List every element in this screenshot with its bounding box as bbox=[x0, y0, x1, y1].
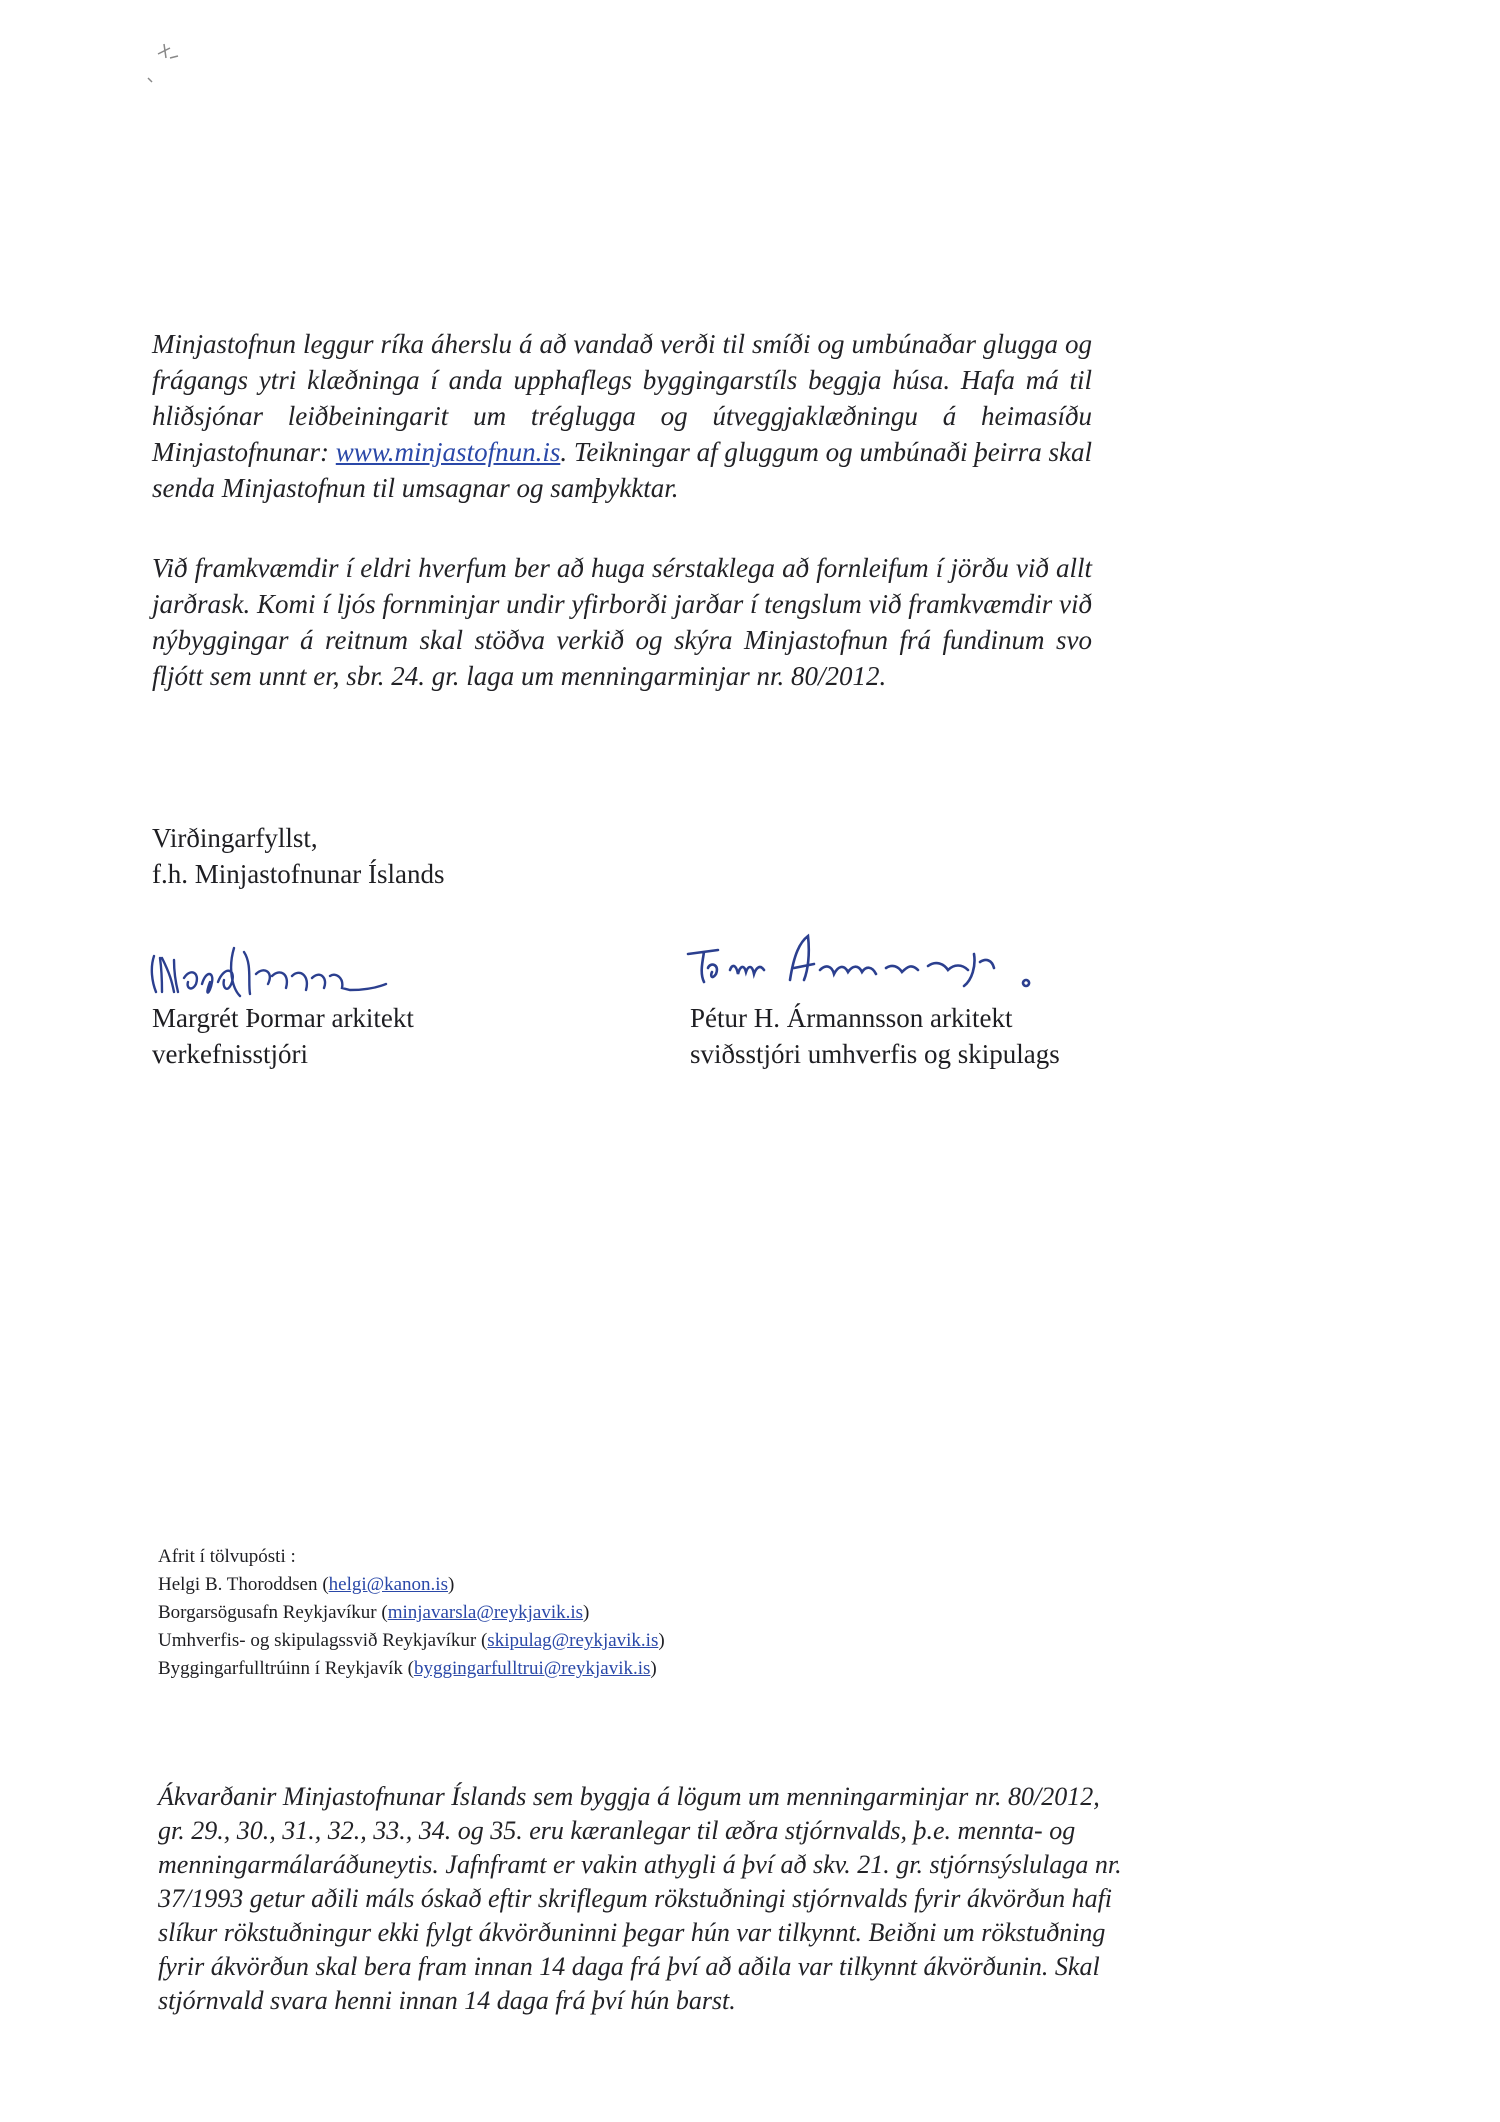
recipient-name: Borgarsögusafn Reykjavíkur bbox=[158, 1602, 377, 1623]
paragraph-archaeology bbox=[152, 550, 1092, 694]
signatory-left bbox=[152, 1000, 414, 1072]
email-copies-list bbox=[158, 1543, 665, 1683]
list-item: Borgarsögusafn Reykjavíkur (minjavarsla@reykjavik.is) bbox=[158, 1602, 590, 1623]
signatory-name: Pétur H. Ármannsson arkitekt bbox=[690, 1003, 1013, 1033]
signatory-right bbox=[690, 1000, 1060, 1072]
paragraph-2-text: Við framkvæmdir í eldri hverfum ber að huga sérstaklega að fornleifum í jörðu við allt jarðrask. Komi í ljós fornminjar undir yfirborði jarðar í tengslum við framkvæmdir við nýbyggingar á reitnum skal stöðva verkið og skýra Minjastofnun frá fundinum svo fljótt sem unnt er, sbr. 24. gr. laga um menningarminjar nr. 80/2012. bbox=[152, 553, 1092, 691]
handwritten-signature-petur bbox=[680, 924, 1140, 1004]
paragraph-1-text-a: Minjastofnun leggur ríka áherslu á að vandað verði til smíði og umbúnaðar glugga og frágangs ytri klæðninga í anda upphaflegs byggingarstíls beggja húsa. Hafa má til hliðsjónar leiðbeiningarit um tréglugga og útveggjaklæðningu á heimasíðu Minjastofnunar: bbox=[152, 329, 1092, 467]
recipient-name: Helgi B. Thoroddsen bbox=[158, 1574, 318, 1595]
paragraph-windows-cladding bbox=[152, 326, 1092, 506]
scan-mark-icon bbox=[140, 36, 200, 96]
minjastofnun-website-link[interactable]: www.minjastofnun.is bbox=[335, 437, 561, 467]
paragraph-1-text-b: . Teikningar af gluggum og umbúnaði þeirra skal senda Minjastofnun til umsagnar og samþykktar. bbox=[152, 437, 1092, 503]
appeal-notice bbox=[158, 1780, 1122, 2018]
recipient-name: Umhverfis- og skipulagssvið Reykjavíkur bbox=[158, 1630, 477, 1651]
recipient-email-link[interactable]: skipulag@reykjavik.is bbox=[487, 1630, 659, 1651]
recipient-email-link[interactable]: minjavarsla@reykjavik.is bbox=[387, 1602, 584, 1623]
recipient-name: Byggingarfulltrúinn í Reykjavík bbox=[158, 1658, 403, 1679]
signatory-name: Margrét Þormar arkitekt bbox=[152, 1003, 414, 1033]
list-item: Helgi B. Thoroddsen (helgi@kanon.is) bbox=[158, 1574, 455, 1595]
list-item: Umhverfis- og skipulagssvið Reykjavíkur (skipulag@reykjavik.is) bbox=[158, 1630, 665, 1651]
signatory-title: verkefnisstjóri bbox=[152, 1039, 308, 1069]
closing-block bbox=[152, 820, 444, 892]
salutation: Virðingarfyllst, bbox=[152, 823, 318, 853]
handwritten-signature-margret bbox=[140, 938, 450, 1008]
recipient-email-link[interactable]: helgi@kanon.is bbox=[328, 1574, 448, 1595]
on-behalf-line: f.h. Minjastofnunar Íslands bbox=[152, 859, 445, 889]
copies-heading: Afrit í tölvupósti : bbox=[158, 1546, 296, 1567]
signatory-title: sviðsstjóri umhverfis og skipulags bbox=[690, 1039, 1060, 1069]
appeal-notice-text: Ákvarðanir Minjastofnunar Íslands sem byggja á lögum um menningarminjar nr. 80/2012, gr. 29., 30., 31., 32., 33., 34. og 35. eru kæranlegar til æðra stjórnvalds, þ.e. mennta- og menningarmálaráðuneytis. Jafnframt er vakin athygli á því að skv. 21. gr. stjórnsýslulaga nr. 37/1993 getur aðili máls óskað eftir skriflegum rökstuðningi stjórnvalds fyrir ákvörðun hafi slíkur rökstuðningur ekki fylgt ákvörðuninni þegar hún var tilkynnt. Beiðni um rökstuðning fyrir ákvörðun skal bera fram innan 14 daga frá því að aðila var tilkynnt ákvörðunin. Skal stjórnvald svara henni innan 14 daga frá því hún barst. bbox=[158, 1782, 1122, 2015]
list-item: Byggingarfulltrúinn í Reykjavík (byggingarfulltrui@reykjavik.is) bbox=[158, 1658, 657, 1679]
recipient-email-link[interactable]: byggingarfulltrui@reykjavik.is bbox=[413, 1658, 651, 1679]
